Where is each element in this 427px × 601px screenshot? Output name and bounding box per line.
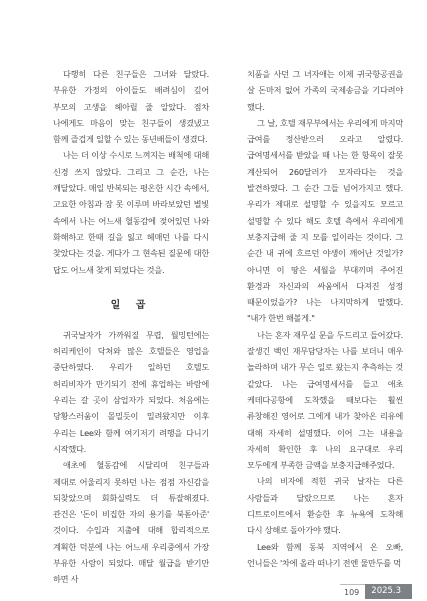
section-heading: 일 곱 — [110, 299, 152, 311]
right-column — [247, 66, 403, 571]
paragraph-payroll: 그 날, 호텔 재무부에서는 우리에게 마지막 급여를 정산받으러 오라고 알렸다. 급여명세서를 받았을 때 나는 한 항목이 잘못 계산되어 260달러가 모자라다는 것을 발견하였다. 그 순간 그들 넘어가지고 했다. 우리가 제대로 설명할 수 있을지도 모르고 설명할 수 있다 해도 호텔 측에서 우리에게 보충지급해 줄 지 모를 일이라는 것이다. 그 순간 내 귀에 흐르던 야생이 깨어난 것일가? 아니면 이 땅은 세월을 부대끼며 주어진 환경과 자신과의 싸움에서 다져진 성정 때문이었을가? 나는 나지막하게 말했다. "내가 한번 해볼게." — [247, 117, 403, 324]
paragraph-farewell: Lee와 함께 동북 지역에서 온 오빠, 언니들은 '차에 올라 떠나기 전엔 물만두를 먹 — [247, 541, 403, 568]
left-column — [53, 66, 209, 588]
paragraph-continuation: 치품을 사던 그 녀자애는 이제 귀국항공권을 살 돈마저 없어 가족의 국제송금을 기다려야 했다. — [247, 69, 403, 112]
paragraph-realization: 나는 더 이상 수시로 느껴지는 배척에 대해 신경 쓰지 않았다. 그리고 그 순간, 나는 깨달았다. 매일 반복되는 평온한 시간 속에서, 고요한 아침과 잠 못 이루며 바라보았던 별빛 속에서 나는 어느새 혈동감에 젖어있던 나와 화해하고 한때 길을 잃고 헤매던 나를 다시 찾았다는 것을. 게다가 그 현속된 질문에 대한 답도 어느새 찾게 되었다는 것을. — [53, 150, 209, 275]
paragraph-friends: 다행히 다른 친구들은 그녀와 달랐다. 부유한 가정의 아이들도 배려심이 깊어 부모의 고생을 헤아릴 줄 알았다. 점차 나에게도 마음이 맞는 친구들이 생겼냈고 함께 즐겁게 일할 수 있는 동년배들이 생겼다. — [53, 69, 209, 145]
paragraph-return-date: 나의 비자에 적힌 귀국 날자는 다른 사람들과 달랐으므로 나는 혼자 디트로이트에서 환승한 후 뉴욕에 도착해 다시 상해로 돌아가야 했다. — [247, 476, 403, 536]
page-number: 109 — [340, 584, 365, 599]
paragraph-confidence: 애초에 혈동감에 시달리며 친구들과 제대로 어울리지 못하던 나는 점점 자신감을 되찾았으며 회화실력도 더 튜잘해졌다. 관건은 '돈이 비집한 자의 용기를 북돋아준' 것이다. 수입과 지출에 대해 합리적으로 계획한 덕분에 나는 어느새 우리중에서 가장 부유한 사람이 되었다. 매달 월급을 받기만 하면 사 — [53, 460, 209, 585]
page-footer — [340, 584, 412, 599]
issue-badge: 2025.3 — [365, 584, 412, 599]
paragraph-finance-office: 나는 혼자 재무실 문을 두드리고 들어갔다. 잘생긴 백인 재무담당자는 나를 보더니 매우 놀라하며 내가 무슨 일로 왔는지 추측하는 것 같았다. 나는 급여명세서를 들고 애초 케데다공항에 도착했을 때보다는 훨씬 류창해진 영어로 그에게 내가 찾아온 리유에 대해 자세히 설명했다. 이어 그는 내용을 자세히 확인한 후 나의 요구대로 우리 모두에게 부족한 금액을 보충지급해주었다. — [247, 329, 403, 471]
paragraph-hurricane: 귀국날자가 가까워질 무렵, 월밍턴에는 허리케인이 닥쳐와 많은 호텔들은 영업을 중단하였다. 우리가 일하던 호텔도 허리비자가 만기되기 전에 휴업하는 바람에 우리는 갈 곳이 삼업자가 되었다. 처음에는 당황스러움이 몰밀듯이 밀려왔지만 이후 우리는 Lee와 함께 여기저기 려행을 다니기 시작했다. — [53, 329, 209, 454]
